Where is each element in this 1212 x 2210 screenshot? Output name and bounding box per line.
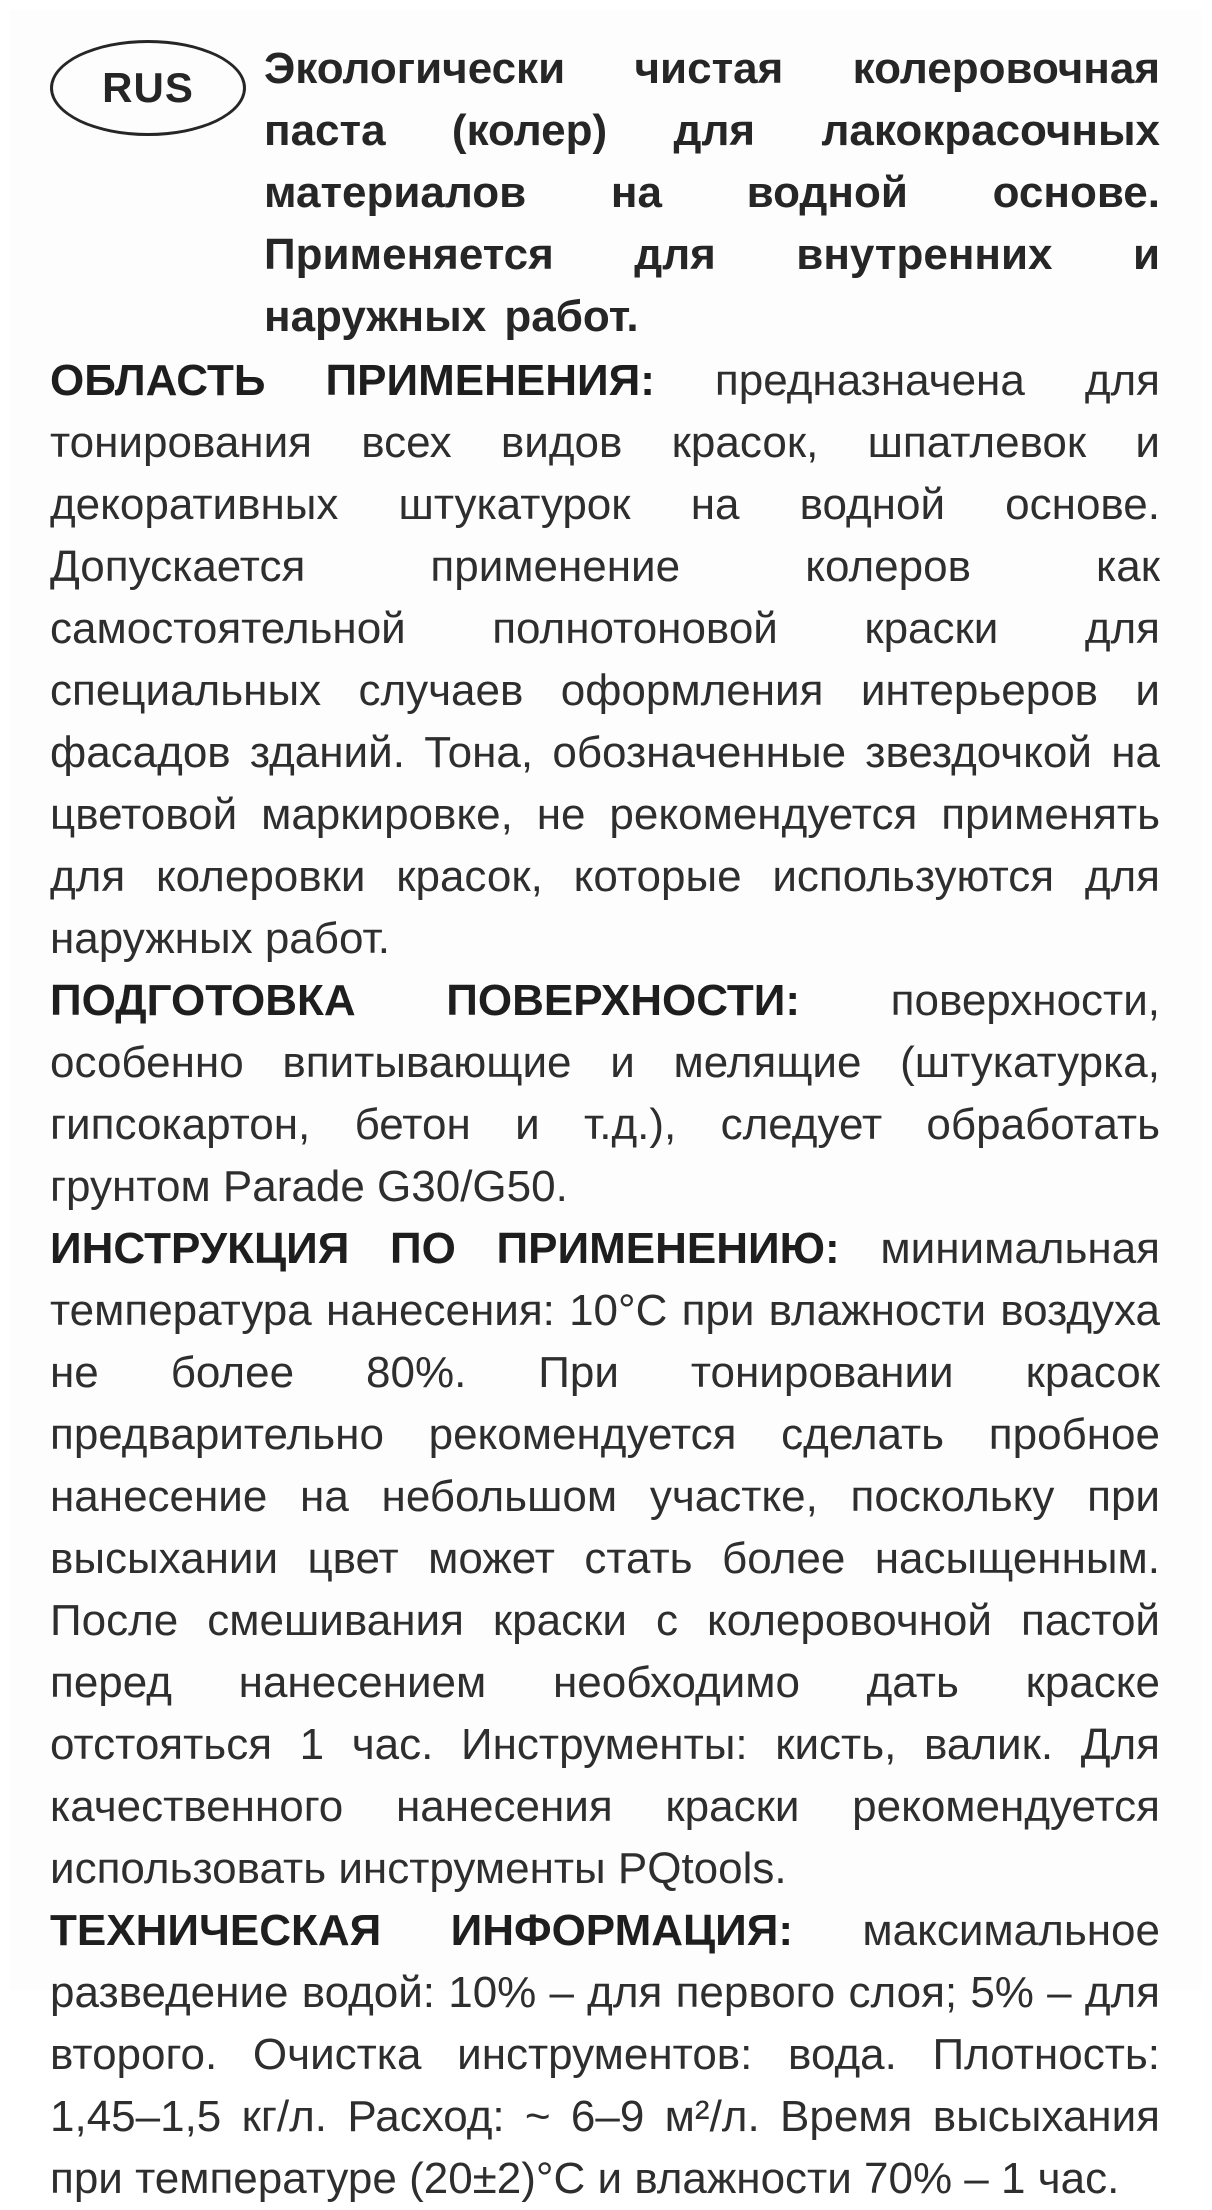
- section-heading: ПОДГОТОВКА ПОВЕРХНОСТИ:: [50, 976, 891, 1025]
- section-technical-info: [50, 1900, 1160, 2210]
- section-text: максимальное разведение водой: 10% – для первого слоя; 5% – для второго. Очистка инструментов: вода. Плотность: 1,45–1,5 кг/л. Расход: ~ 6–9 м²/л. Время высыхания при температуре (20±2)°С и влажности 70% – 1 час.: [50, 1906, 1160, 2203]
- section-text: поверхности, особенно впитывающие и мелящие (штукатурка, гипсокартон, бетон и т.д.), следует обработать грунтом Parade G30/G50.: [50, 976, 1160, 1211]
- section-heading: ОБЛАСТЬ ПРИМЕНЕНИЯ:: [50, 356, 715, 405]
- section-instructions: [50, 1218, 1160, 1900]
- intro-row: [50, 38, 1160, 348]
- language-badge: RUS: [50, 40, 246, 136]
- section-text: предназначена для тонирования всех видов красок, шпатлевок и декоративных штукатурок на водной основе. Допускается применение колеров как самостоятельной полнотоновой краски для специальных случаев оформления интерьеров и фасадов зданий. Тона, обозначенные звездочкой на цветовой маркировке, не рекомендуется применять для колеровки красок, которые используются для наружных работ.: [50, 356, 1160, 963]
- section-heading: ТЕХНИЧЕСКАЯ ИНФОРМАЦИЯ:: [50, 1906, 863, 1955]
- section-heading: ИНСТРУКЦИЯ ПО ПРИМЕНЕНИЮ:: [50, 1224, 881, 1273]
- intro-block: [50, 38, 1160, 348]
- intro-text: Экологически чистая колеровочная паста (колер) для лакокрасочных материалов на водной основе. Применяется для внутренних и наружных работ.: [264, 44, 1160, 341]
- label-page: [10, 10, 1202, 2203]
- section-surface-prep: [50, 970, 1160, 1218]
- section-application: [50, 350, 1160, 970]
- section-text: минимальная температура нанесения: 10°С при влажности воздуха не более 80%. При тонировании красок предварительно рекомендуется сделать пробное нанесение на небольшом участке, поскольку при высыхании цвет может стать более насыщенным. После смешивания краски с колеровочной пастой перед нанесением необходимо дать краске отстояться 1 час. Инструменты: кисть, валик. Для качественного нанесения краски рекомендуется использовать инструменты PQtools.: [50, 1224, 1160, 1893]
